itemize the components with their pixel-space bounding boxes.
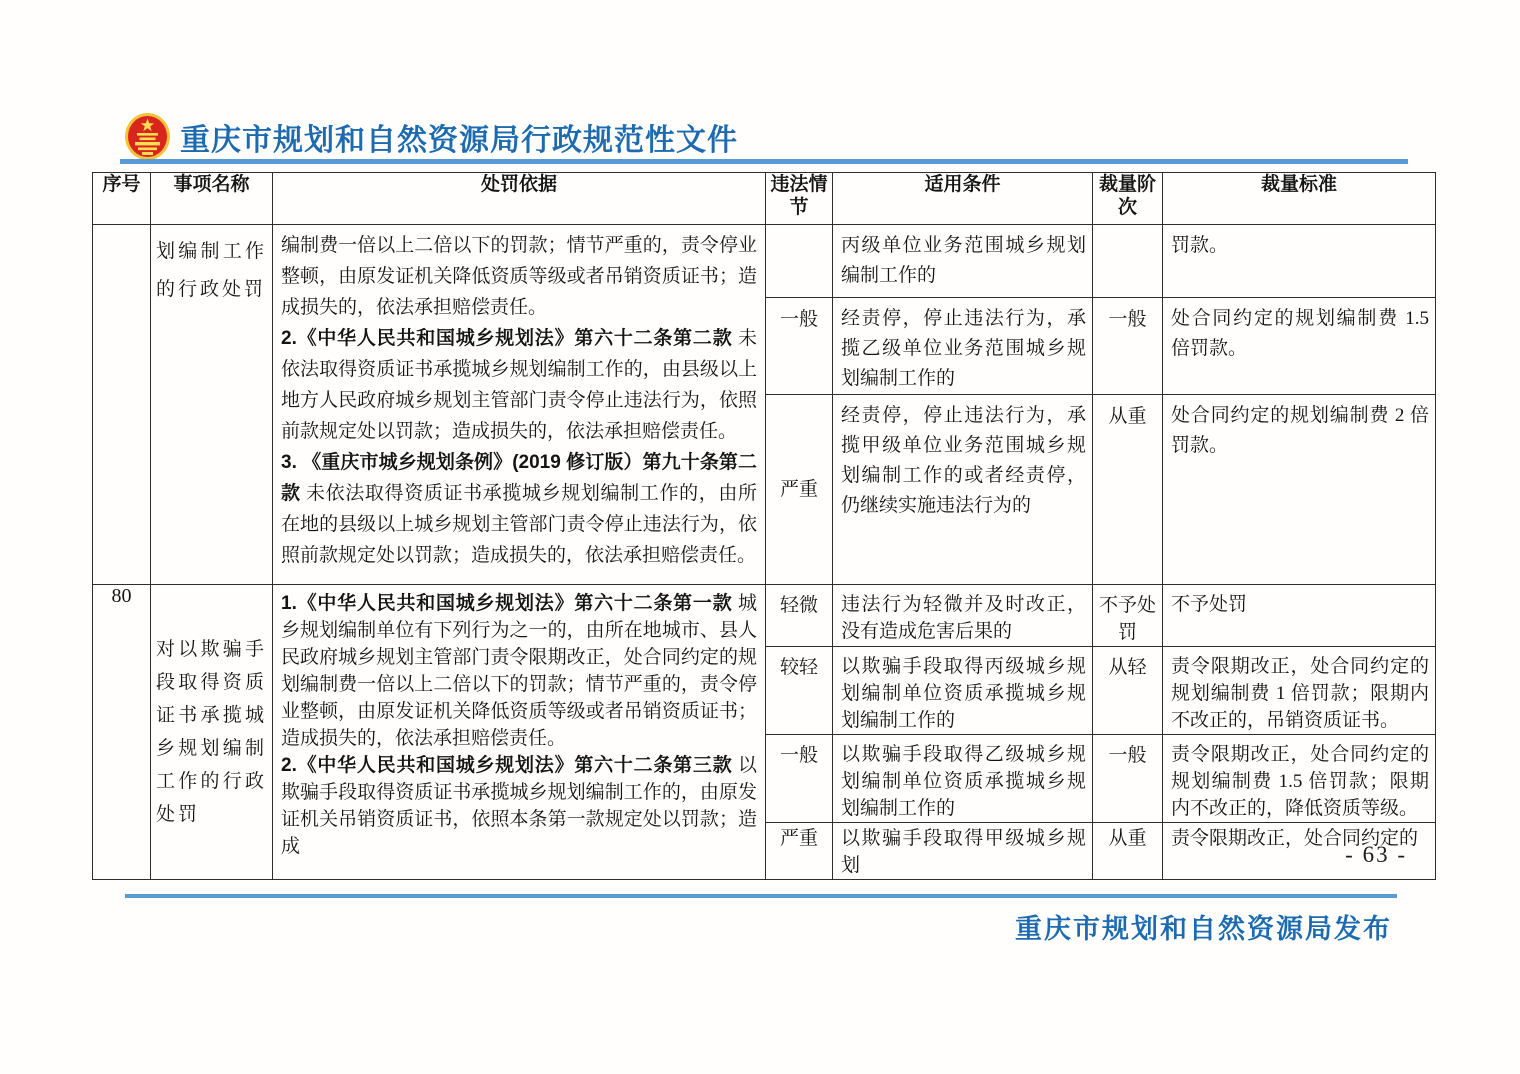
cell-seq-prev	[93, 225, 151, 585]
cell-circumstance	[766, 225, 833, 298]
cell-circumstance: 严重	[766, 823, 833, 880]
cell-level: 一般	[1093, 735, 1163, 823]
col-header-violation-circumstance: 违法情节	[766, 173, 833, 225]
cell-item-name-80: 对以欺骗手段取得资质证书承揽城乡规划编制工作的行政处罚	[151, 585, 273, 880]
cell-condition: 经责停，停止违法行为，承揽乙级单位业务范围城乡规划编制工作的	[833, 298, 1093, 395]
footer-publisher: 重庆市规划和自然资源局发布	[1015, 914, 1392, 944]
penalty-discretion-table	[92, 172, 1436, 880]
cell-level	[1093, 225, 1163, 298]
penalty-basis-text: 1.《中华人民共和国城乡规划法》第六十二条第一款 城乡规划编制单位有下列行为之一的，由所在地城市、县人民政府城乡规划主管部门责令限期改正，处合同约定的规划编制费一倍以上二倍以下的罚款；情节严重的，责令停业整顿，由原发证机关降低资质等级或者吊销资质证书；造成损失的，依法承担赔偿责任。 2.《中华人民共和国城乡规划法》第六十二条第三款 以欺骗手段取得资质证书承揽城乡规划编制工作的，由原发证机关吊销资质证书，依照本条第一款规定处以罚款；造成	[281, 593, 757, 857]
cell-circumstance: 较轻	[766, 647, 833, 735]
col-header-penalty-basis: 处罚依据	[273, 173, 766, 225]
cell-circumstance: 严重	[766, 395, 833, 585]
col-header-discretion-standard: 裁量标准	[1163, 173, 1436, 225]
cell-standard: 罚款。	[1163, 225, 1436, 298]
table-row	[93, 225, 1436, 298]
cell-level: 一般	[1093, 298, 1163, 395]
cell-condition: 以欺骗手段取得丙级城乡规划编制单位资质承揽城乡规划编制工作的	[833, 647, 1093, 735]
cell-standard: 处合同约定的规划编制费 2 倍罚款。	[1163, 395, 1436, 585]
cell-circumstance: 轻微	[766, 585, 833, 647]
cell-level: 从轻	[1093, 647, 1163, 735]
penalty-basis-text: 编制费一倍以上二倍以下的罚款；情节严重的，责令停业整顿，由原发证机关降低资质等级或者吊销资质证书；造成损失的，依法承担赔偿责任。 2.《中华人民共和国城乡规划法》第六十二条第二款 未依法取得资质证书承揽城乡规划编制工作的，由县级以上地方人民政府城乡规划主管部门责令停止违法行为，依照前款规定处以罚款；造成损失的，依法承担赔偿责任。 3. 《重庆市城乡规划条例》(2019 修订版）第九十条第二款 未依法取得资质证书承揽城乡规划编制工作的，由所在地的县级以上城乡规划主管部门责令停止违法行为，依照前款规定处以罚款；造成损失的，依法承担赔偿责任。	[281, 235, 757, 566]
cell-condition: 丙级单位业务范围城乡规划编制工作的	[833, 225, 1093, 298]
cell-condition: 以欺骗手段取得乙级城乡规划编制单位资质承揽城乡规划编制工作的	[833, 735, 1093, 823]
table-header-row	[93, 173, 1436, 225]
cell-standard: 责令限期改正，处合同约定的规划编制费 1.5 倍罚款；限期内不改正的，降低资质等级。	[1163, 735, 1436, 823]
cell-standard: 不予处罚	[1163, 585, 1436, 647]
cell-standard: 处合同约定的规划编制费 1.5 倍罚款。	[1163, 298, 1436, 395]
col-header-applicable-condition: 适用条件	[833, 173, 1093, 225]
document-title: 重庆市规划和自然资源局行政规范性文件	[180, 123, 738, 157]
cell-penalty-basis-80	[273, 585, 766, 880]
header-divider-line	[120, 159, 1408, 164]
col-header-seq: 序号	[93, 173, 151, 225]
table-row	[93, 585, 1436, 647]
col-header-discretion-level: 裁量阶次	[1093, 173, 1163, 225]
cell-standard: 责令限期改正，处合同约定的	[1163, 823, 1436, 880]
cell-level: 从重	[1093, 395, 1163, 585]
cell-penalty-basis-prev	[273, 225, 766, 585]
cell-circumstance: 一般	[766, 735, 833, 823]
national-emblem-icon	[124, 112, 171, 161]
cell-level: 不予处罚	[1093, 585, 1163, 647]
cell-condition: 以欺骗手段取得甲级城乡规划	[833, 823, 1093, 880]
footer-divider-line	[125, 894, 1397, 898]
cell-circumstance: 一般	[766, 298, 833, 395]
document-header	[124, 112, 738, 161]
cell-standard: 责令限期改正，处合同约定的规划编制费 1 倍罚款；限期内不改正的，吊销资质证书。	[1163, 647, 1436, 735]
page-number: - 63 -	[1345, 842, 1407, 867]
col-header-item-name: 事项名称	[151, 173, 273, 225]
cell-item-name-prev: 划编制工作的行政处罚	[151, 225, 273, 585]
cell-condition: 经责停，停止违法行为，承揽甲级单位业务范围城乡规划编制工作的或者经责停，仍继续实施违法行为的	[833, 395, 1093, 585]
cell-seq-80: 80	[93, 585, 151, 880]
cell-condition: 违法行为轻微并及时改正，没有造成危害后果的	[833, 585, 1093, 647]
cell-level: 从重	[1093, 823, 1163, 880]
